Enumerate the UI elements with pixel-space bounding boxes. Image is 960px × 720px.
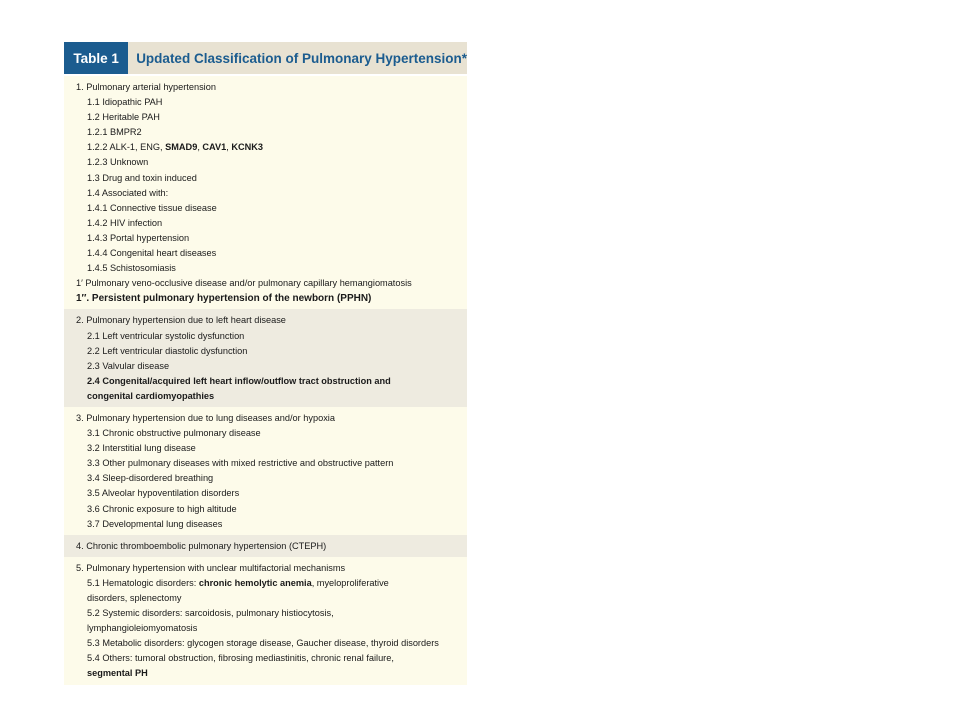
table-row bbox=[64, 651, 467, 666]
row-text: 3.7 Developmental lung diseases bbox=[87, 518, 223, 529]
table-section bbox=[64, 407, 467, 535]
row-text: 1.4 Associated with: bbox=[87, 187, 169, 198]
table-title: Updated Classification of Pulmonary Hypertension* bbox=[136, 50, 467, 66]
table-row bbox=[64, 359, 467, 374]
row-text: , myeloproliferative bbox=[311, 577, 389, 588]
table-section bbox=[64, 557, 467, 685]
table-row bbox=[64, 426, 467, 441]
table-header bbox=[64, 42, 467, 74]
row-text: 5.3 Metabolic disorders: glycogen storage disease, Gaucher disease, thyroid disorders bbox=[87, 638, 439, 649]
row-text: 4. Chronic thromboembolic pulmonary hypertension (CTEPH) bbox=[76, 540, 327, 551]
table-row bbox=[64, 636, 467, 651]
table-row bbox=[64, 486, 467, 501]
row-text: 1.4.3 Portal hypertension bbox=[87, 232, 190, 243]
row-text: 3. Pulmonary hypertension due to lung diseases and/or hypoxia bbox=[76, 412, 335, 423]
row-text: 1. Pulmonary arterial hypertension bbox=[76, 82, 216, 92]
table-row bbox=[64, 344, 467, 359]
classification-table bbox=[64, 42, 467, 685]
table-row bbox=[64, 261, 467, 276]
row-text: 1.2.3 Unknown bbox=[87, 157, 149, 168]
row-text: 1′′. Persistent pulmonary hypertension of the newborn (PPHN) bbox=[76, 293, 372, 305]
table-row bbox=[64, 171, 467, 186]
row-text: 3.1 Chronic obstructive pulmonary disease bbox=[87, 428, 261, 439]
row-text: disorders, splenectomy bbox=[87, 593, 182, 603]
row-text: 2.1 Left ventricular systolic dysfunction bbox=[87, 330, 245, 341]
table-row bbox=[64, 591, 467, 606]
row-text: 2.4 Congenital/acquired left heart inflow/outflow tract obstruction and bbox=[87, 375, 391, 386]
row-text: , bbox=[197, 142, 203, 153]
row-text: 3.3 Other pulmonary diseases with mixed restrictive and obstructive pattern bbox=[87, 458, 394, 469]
table-row bbox=[64, 666, 467, 681]
row-text: 1.4.4 Congenital heart diseases bbox=[87, 248, 217, 259]
table-row bbox=[64, 539, 467, 554]
row-text: 3.4 Sleep-disordered breathing bbox=[87, 473, 214, 484]
row-text: 1.3 Drug and toxin induced bbox=[87, 172, 197, 183]
table-row bbox=[64, 110, 467, 125]
row-text: 1.2 Heritable PAH bbox=[87, 112, 160, 123]
table-row bbox=[64, 374, 467, 389]
row-text: 1.4.2 HIV infection bbox=[87, 217, 163, 228]
table-row bbox=[64, 291, 467, 306]
table-row bbox=[64, 155, 467, 170]
row-text: 1.4.5 Schistosomiasis bbox=[87, 263, 176, 274]
table-row bbox=[64, 502, 467, 517]
table-row bbox=[64, 125, 467, 140]
row-text: congenital cardiomyopathies bbox=[87, 390, 215, 401]
row-emphasis: chronic hemolytic anemia bbox=[198, 577, 312, 588]
row-text: segmental PH bbox=[87, 668, 148, 679]
row-emphasis: KCNK3 bbox=[231, 142, 264, 153]
table-row bbox=[64, 186, 467, 201]
table-row bbox=[64, 441, 467, 456]
row-text: 1′ Pulmonary veno-occlusive disease and/or pulmonary capillary hemangiomatosis bbox=[76, 278, 412, 289]
table-row bbox=[64, 201, 467, 216]
table-section bbox=[64, 309, 467, 407]
row-text: 3.2 Interstitial lung disease bbox=[87, 443, 196, 454]
row-emphasis: CAV1 bbox=[202, 142, 227, 153]
row-text: 5.2 Systemic disorders: sarcoidosis, pulmonary histiocytosis, bbox=[87, 608, 334, 619]
row-text: , bbox=[226, 142, 232, 153]
table-row bbox=[64, 95, 467, 110]
table-row bbox=[64, 276, 467, 291]
row-text: 5. Pulmonary hypertension with unclear multifactorial mechanisms bbox=[76, 562, 346, 573]
table-row bbox=[64, 80, 467, 95]
table-row bbox=[64, 561, 467, 576]
table-row bbox=[64, 471, 467, 486]
table-body bbox=[64, 74, 467, 685]
row-text: 2.2 Left ventricular diastolic dysfunction bbox=[87, 345, 248, 356]
row-text: 1.1 Idiopathic PAH bbox=[87, 97, 163, 108]
table-row bbox=[64, 140, 467, 155]
table-section bbox=[64, 535, 467, 557]
table-row bbox=[64, 576, 467, 591]
table-row bbox=[64, 329, 467, 344]
table-row bbox=[64, 411, 467, 426]
table-number-badge: Table 1 bbox=[64, 42, 128, 74]
row-text: 1.2.1 BMPR2 bbox=[87, 127, 142, 138]
row-emphasis: SMAD9 bbox=[165, 142, 198, 153]
row-text: 2. Pulmonary hypertension due to left heart disease bbox=[76, 315, 286, 326]
row-text: 5.4 Others: tumoral obstruction, fibrosing mediastinitis, chronic renal failure, bbox=[87, 653, 394, 664]
table-row bbox=[64, 313, 467, 328]
row-text: 5.1 Hematologic disorders: bbox=[87, 577, 199, 588]
table-row bbox=[64, 389, 467, 404]
table-row bbox=[64, 517, 467, 532]
row-text: 1.4.1 Connective tissue disease bbox=[87, 202, 217, 213]
row-text: lymphangioleiomyomatosis bbox=[87, 623, 198, 634]
table-row bbox=[64, 216, 467, 231]
table-row bbox=[64, 456, 467, 471]
row-text: 3.6 Chronic exposure to high altitude bbox=[87, 503, 237, 514]
table-row bbox=[64, 231, 467, 246]
row-text: 2.3 Valvular disease bbox=[87, 360, 170, 371]
row-text: 1.2.2 ALK-1, ENG, bbox=[87, 142, 166, 153]
row-text: 3.5 Alveolar hypoventilation disorders bbox=[87, 488, 240, 499]
table-row bbox=[64, 606, 467, 621]
table-section bbox=[64, 76, 467, 309]
table-row bbox=[64, 246, 467, 261]
table-row bbox=[64, 621, 467, 636]
